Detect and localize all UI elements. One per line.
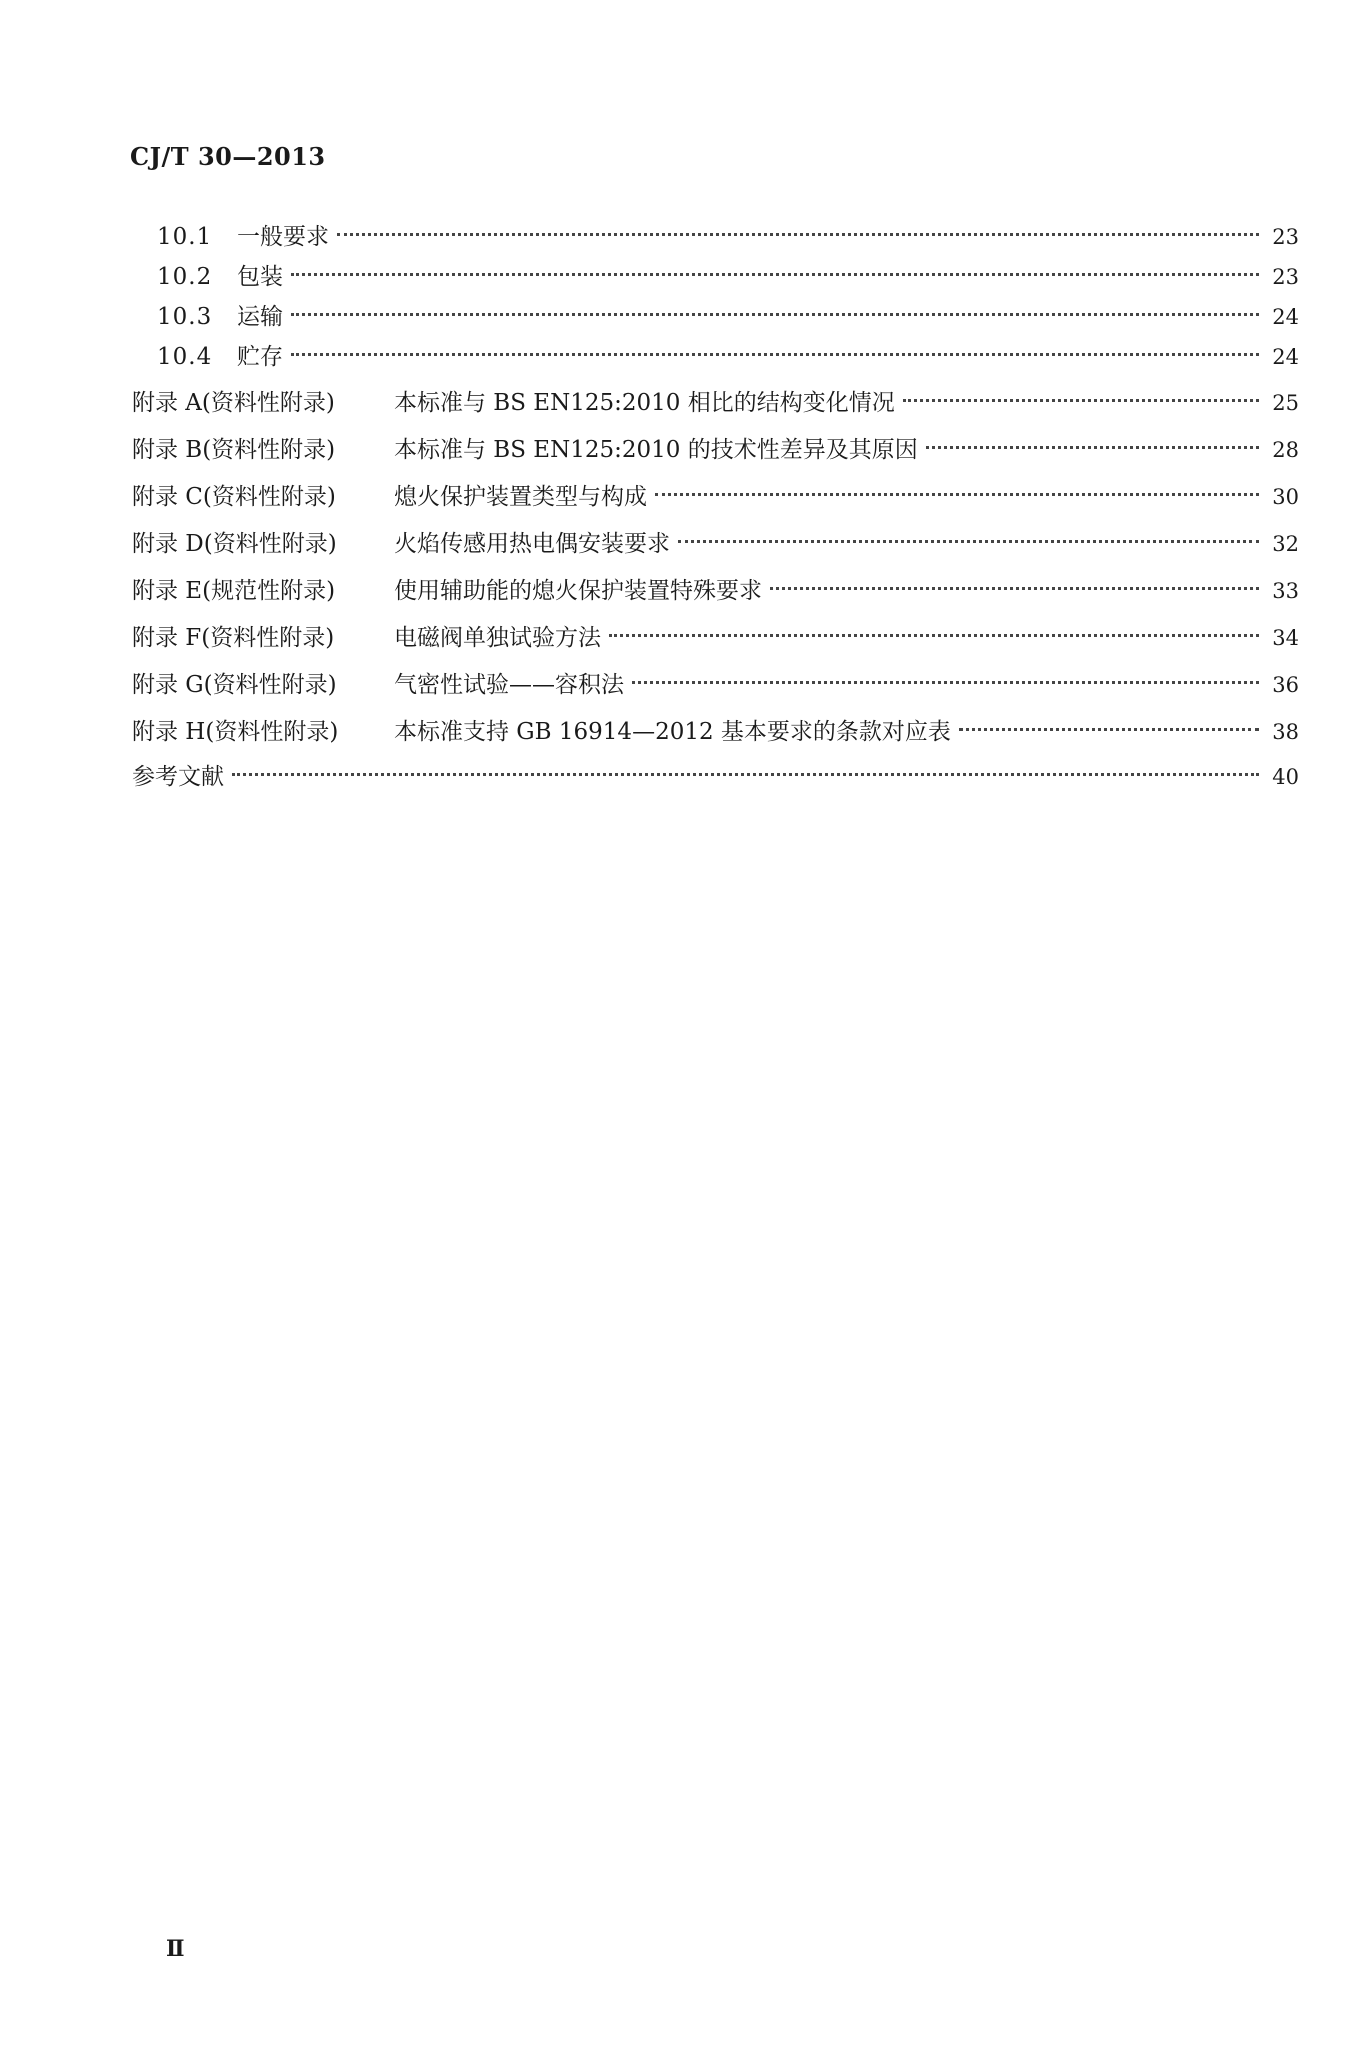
toc-appendix-code: 附录 H(资料性附录) [132, 719, 339, 745]
document-code-header: CJ/T 30—2013 [130, 142, 326, 171]
toc-leader-dots [678, 521, 1259, 551]
toc-entry-title: 运输 [237, 304, 283, 330]
toc-leader-dots [609, 615, 1259, 645]
toc-appendix-code: 附录 E(规范性附录) [132, 578, 336, 604]
toc-entry-page: 23 [1272, 225, 1299, 249]
toc-entry-page: 23 [1272, 265, 1299, 289]
toc-appendix-e[interactable] [132, 568, 1299, 606]
toc-entry-title: 贮存 [237, 344, 283, 370]
toc-appendix-title: 气密性试验——容积法 [394, 672, 624, 698]
toc-leader-dots [903, 380, 1259, 410]
toc-appendix-code: 附录 D(资料性附录) [132, 531, 337, 557]
toc-appendix-title: 本标准与 BS EN125:2010 的技术性差异及其原因 [394, 437, 918, 463]
toc-appendix-title: 本标准支持 GB 16914—2012 基本要求的条款对应表 [394, 719, 951, 745]
toc-entry-number: 10.3 [157, 304, 213, 330]
toc-entry-10-1[interactable] [157, 214, 1299, 252]
toc-entry-page: 34 [1272, 626, 1299, 650]
toc-appendix-g[interactable] [132, 662, 1299, 700]
toc-appendix-code: 附录 B(资料性附录) [132, 437, 336, 463]
toc-leader-dots [926, 427, 1259, 457]
toc-leader-dots [232, 754, 1259, 784]
toc-appendix-title: 本标准与 BS EN125:2010 相比的结构变化情况 [394, 390, 895, 416]
toc-leader-dots [291, 334, 1259, 364]
toc-appendix-d[interactable] [132, 521, 1299, 559]
toc-appendix-f[interactable] [132, 615, 1299, 653]
toc-appendix-c[interactable] [132, 474, 1299, 512]
toc-appendix-code: 附录 A(资料性附录) [132, 390, 335, 416]
toc-entry-page: 24 [1272, 305, 1299, 329]
toc-leader-dots [655, 474, 1259, 504]
toc-appendix-a[interactable] [132, 380, 1299, 418]
toc-leader-dots [291, 294, 1259, 324]
toc-entry-page: 30 [1272, 485, 1299, 509]
toc-leader-dots [337, 214, 1259, 244]
toc-entry-page: 38 [1272, 720, 1299, 744]
toc-entry-number: 10.4 [157, 344, 213, 370]
toc-entry-page: 32 [1272, 532, 1299, 556]
toc-appendix-title: 熄火保护装置类型与构成 [394, 484, 647, 510]
toc-appendix-code: 附录 F(资料性附录) [132, 625, 335, 651]
toc-appendix-code: 附录 G(资料性附录) [132, 672, 337, 698]
toc-entry-page: 40 [1272, 765, 1299, 789]
toc-entry-10-4[interactable] [157, 334, 1299, 372]
toc-entry-10-2[interactable] [157, 254, 1299, 292]
toc-entry-number: 10.2 [157, 264, 213, 290]
toc-leader-dots [291, 254, 1259, 284]
toc-leader-dots [959, 709, 1259, 739]
toc-leader-dots [632, 662, 1259, 692]
toc-leader-dots [770, 568, 1259, 598]
toc-appendix-h[interactable] [132, 709, 1299, 747]
page-number-footer: Ⅱ [166, 1936, 185, 1962]
toc-entry-number: 10.1 [157, 224, 213, 250]
toc-appendix-b[interactable] [132, 427, 1299, 465]
toc-entry-page: 25 [1272, 391, 1299, 415]
toc-entry-title: 包装 [237, 264, 283, 290]
toc-entry-page: 28 [1272, 438, 1299, 462]
toc-appendix-title: 火焰传感用热电偶安装要求 [394, 531, 670, 557]
toc-entry-10-3[interactable] [157, 294, 1299, 332]
toc-references-title: 参考文献 [132, 764, 224, 790]
toc-appendix-code: 附录 C(资料性附录) [132, 484, 336, 510]
toc-entry-page: 36 [1272, 673, 1299, 697]
toc-entry-page: 24 [1272, 345, 1299, 369]
toc-entry-page: 33 [1272, 579, 1299, 603]
toc-entry-title: 一般要求 [237, 224, 329, 250]
toc-appendix-title: 使用辅助能的熄火保护装置特殊要求 [394, 578, 762, 604]
toc-appendix-title: 电磁阀单独试验方法 [394, 625, 601, 651]
toc-references[interactable] [132, 754, 1299, 792]
